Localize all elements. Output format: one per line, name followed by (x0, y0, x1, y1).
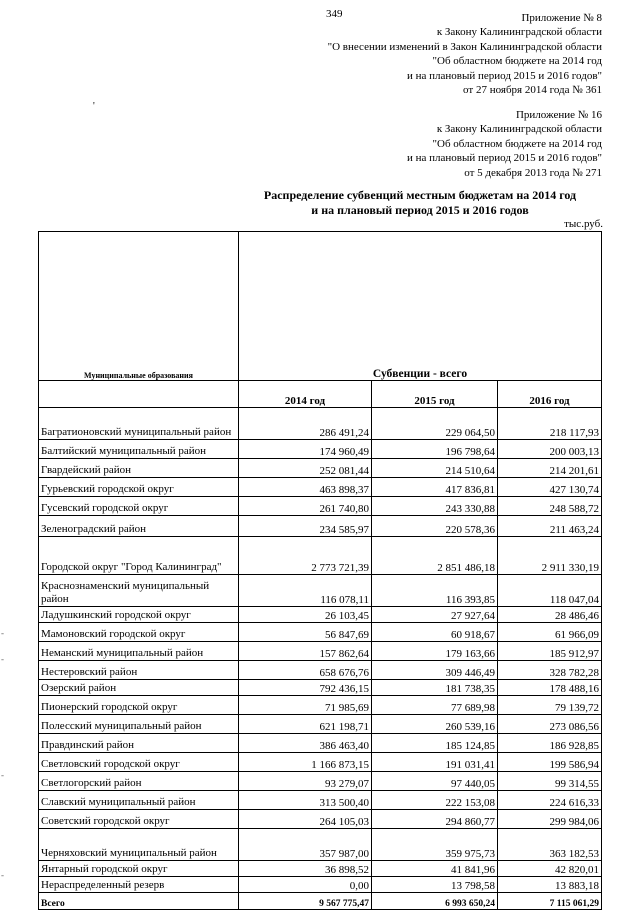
annex-line: "О внесении изменений в Закон Калининградской области (327, 40, 602, 53)
value-2016: 42 820,01 (498, 861, 602, 877)
value-2016: 273 086,56 (498, 715, 602, 734)
value-2014: 93 279,07 (239, 772, 372, 791)
table-row (39, 861, 602, 877)
value-2016: 61 966,09 (498, 623, 602, 642)
municipality-name: Полесский муниципальный район (39, 715, 239, 734)
value-2014: 286 491,24 (239, 408, 372, 440)
title-line-1: Распределение субвенций местным бюджетам на 2014 год (263, 188, 577, 202)
table-row (39, 607, 602, 623)
value-2016: 248 588,72 (498, 497, 602, 516)
value-2016: 185 912,97 (498, 642, 602, 661)
municipality-name: Мамоновский городской округ (39, 623, 239, 642)
annex-line: от 27 ноября 2014 года № 361 (463, 84, 602, 97)
value-2016: 363 182,53 (498, 829, 602, 861)
municipality-name: Нераспределенный резерв (39, 877, 239, 893)
value-2015: 97 440,05 (372, 772, 498, 791)
municipality-name: Черняховский муниципальный район (39, 829, 239, 861)
value-2016: 186 928,85 (498, 734, 602, 753)
table-row (39, 791, 602, 810)
value-2014: 313 500,40 (239, 791, 372, 810)
value-2015: 220 578,36 (372, 516, 498, 537)
municipality-name: Багратионовский муниципальный район (39, 408, 239, 440)
value-2014: 157 862,64 (239, 642, 372, 661)
value-2016: 28 486,46 (498, 607, 602, 623)
value-2015: 13 798,58 (372, 877, 498, 893)
municipality-name: Балтийский муниципальный район (39, 440, 239, 459)
value-2016: 218 117,93 (498, 408, 602, 440)
table-row (39, 642, 602, 661)
value-2014: 463 898,37 (239, 478, 372, 497)
table-row (39, 537, 602, 575)
municipality-name: Зеленоградский район (39, 516, 239, 537)
document-title (240, 188, 600, 218)
total-label: Всего (39, 893, 239, 910)
annex-line: Приложение № 16 (515, 109, 602, 121)
value-2015: 214 510,64 (372, 459, 498, 478)
table-row (39, 734, 602, 753)
value-2016: 79 139,72 (498, 696, 602, 715)
year-header-2015: 2015 год (372, 381, 498, 408)
municipality-name: Городской округ "Город Калининград" (39, 537, 239, 575)
annex-line: "Об областном бюджете на 2014 год (432, 137, 602, 150)
table-years-row (39, 381, 602, 408)
value-2016: 2 911 330,19 (498, 537, 602, 575)
value-2014: 658 676,76 (239, 661, 372, 680)
value-2016: 224 616,33 (498, 791, 602, 810)
margin-mark: - (1, 870, 4, 880)
annex-line: и на плановый период 2015 и 2016 годов" (406, 152, 602, 165)
value-2014: 0,00 (239, 877, 372, 893)
margin-mark: - (1, 654, 4, 664)
municipality-name: Гусевский городской округ (39, 497, 239, 516)
value-2014: 261 740,80 (239, 497, 372, 516)
municipality-name: Озерский район (39, 680, 239, 696)
annex-line: и на плановый период 2015 и 2016 годов" (406, 69, 602, 82)
subsidies-table (38, 231, 602, 910)
value-2014: 26 103,45 (239, 607, 372, 623)
empty-header-cell (39, 381, 239, 408)
value-2015: 41 841,96 (372, 861, 498, 877)
value-2014: 56 847,69 (239, 623, 372, 642)
value-2014: 71 985,69 (239, 696, 372, 715)
municipality-name: Пионерский городской округ (39, 696, 239, 715)
value-2014: 264 105,03 (239, 810, 372, 829)
value-2015: 2 851 486,18 (372, 537, 498, 575)
table-row (39, 661, 602, 680)
total-2014: 9 567 775,47 (239, 893, 372, 910)
margin-mark: - (1, 628, 4, 638)
table-row (39, 877, 602, 893)
units-label: тыс.руб. (564, 218, 603, 230)
municipality-name: Славский муниципальный район (39, 791, 239, 810)
table-row (39, 753, 602, 772)
value-2014: 116 078,11 (239, 575, 372, 607)
total-row (39, 893, 602, 910)
value-2014: 2 773 721,39 (239, 537, 372, 575)
total-2016: 7 115 061,29 (498, 893, 602, 910)
value-2016: 214 201,61 (498, 459, 602, 478)
table-row (39, 497, 602, 516)
annex-8-header (328, 11, 602, 97)
value-2016: 13 883,18 (498, 877, 602, 893)
table-row (39, 478, 602, 497)
total-2015: 6 993 650,24 (372, 893, 498, 910)
value-2015: 294 860,77 (372, 810, 498, 829)
annex-line: Приложение № 8 (521, 12, 602, 24)
value-2016: 299 984,06 (498, 810, 602, 829)
table-row (39, 408, 602, 440)
municipality-name: Правдинский район (39, 734, 239, 753)
value-2014: 386 463,40 (239, 734, 372, 753)
value-2014: 252 081,44 (239, 459, 372, 478)
municipality-name: Нестеровский район (39, 661, 239, 680)
value-2014: 1 166 873,15 (239, 753, 372, 772)
value-2014: 621 198,71 (239, 715, 372, 734)
year-header-2014: 2014 год (239, 381, 372, 408)
table-row (39, 810, 602, 829)
value-2015: 191 031,41 (372, 753, 498, 772)
value-2015: 229 064,50 (372, 408, 498, 440)
value-2014: 234 585,97 (239, 516, 372, 537)
table-row (39, 680, 602, 696)
value-2016: 99 314,55 (498, 772, 602, 791)
column-header-municipality: Муниципальные образования (39, 232, 239, 381)
annex-16-header (407, 108, 602, 180)
table-row (39, 440, 602, 459)
municipality-name: Светловский городской округ (39, 753, 239, 772)
municipality-name: Ладушкинский городской округ (39, 607, 239, 623)
value-2015: 181 738,35 (372, 680, 498, 696)
municipality-name: Советский городской округ (39, 810, 239, 829)
margin-mark: - (1, 770, 4, 780)
municipality-name: Гвардейский район (39, 459, 239, 478)
table-row (39, 623, 602, 642)
annex-line: "Об областном бюджете на 2014 год (432, 55, 602, 68)
value-2015: 77 689,98 (372, 696, 498, 715)
value-2016: 211 463,24 (498, 516, 602, 537)
annex-line: к Закону Калининградской области (436, 26, 602, 39)
value-2014: 357 987,00 (239, 829, 372, 861)
value-2015: 309 446,49 (372, 661, 498, 680)
value-2015: 260 539,16 (372, 715, 498, 734)
stray-mark: ' (93, 101, 95, 112)
value-2016: 178 488,16 (498, 680, 602, 696)
value-2016: 427 130,74 (498, 478, 602, 497)
value-2015: 27 927,64 (372, 607, 498, 623)
page-number: 349 (326, 8, 343, 20)
municipality-name: Светлогорский район (39, 772, 239, 791)
value-2015: 417 836,81 (372, 478, 498, 497)
municipality-name: Краснознаменский муниципальный район (39, 575, 239, 607)
table-row (39, 829, 602, 861)
year-header-2016: 2016 год (498, 381, 602, 408)
value-2015: 185 124,85 (372, 734, 498, 753)
value-2015: 196 798,64 (372, 440, 498, 459)
value-2016: 118 047,04 (498, 575, 602, 607)
table-row (39, 575, 602, 607)
value-2015: 243 330,88 (372, 497, 498, 516)
value-2015: 222 153,08 (372, 791, 498, 810)
table-row (39, 516, 602, 537)
table-header-row (39, 232, 602, 381)
value-2014: 174 960,49 (239, 440, 372, 459)
value-2014: 36 898,52 (239, 861, 372, 877)
value-2015: 359 975,73 (372, 829, 498, 861)
table-row (39, 715, 602, 734)
title-line-2: и на плановый период 2015 и 2016 годов (311, 203, 529, 217)
municipality-name: Неманский муниципальный район (39, 642, 239, 661)
annex-line: к Закону Калининградской области (436, 123, 602, 136)
municipality-name: Янтарный городской округ (39, 861, 239, 877)
value-2016: 328 782,28 (498, 661, 602, 680)
annex-line: от 5 декабря 2013 года № 271 (464, 166, 602, 179)
value-2015: 179 163,66 (372, 642, 498, 661)
table-row (39, 459, 602, 478)
table-row (39, 696, 602, 715)
value-2016: 200 003,13 (498, 440, 602, 459)
table-row (39, 772, 602, 791)
value-2014: 792 436,15 (239, 680, 372, 696)
value-2015: 60 918,67 (372, 623, 498, 642)
value-2015: 116 393,85 (372, 575, 498, 607)
column-header-total: Субвенции - всего (239, 232, 602, 381)
municipality-name: Гурьевский городской округ (39, 478, 239, 497)
value-2016: 199 586,94 (498, 753, 602, 772)
